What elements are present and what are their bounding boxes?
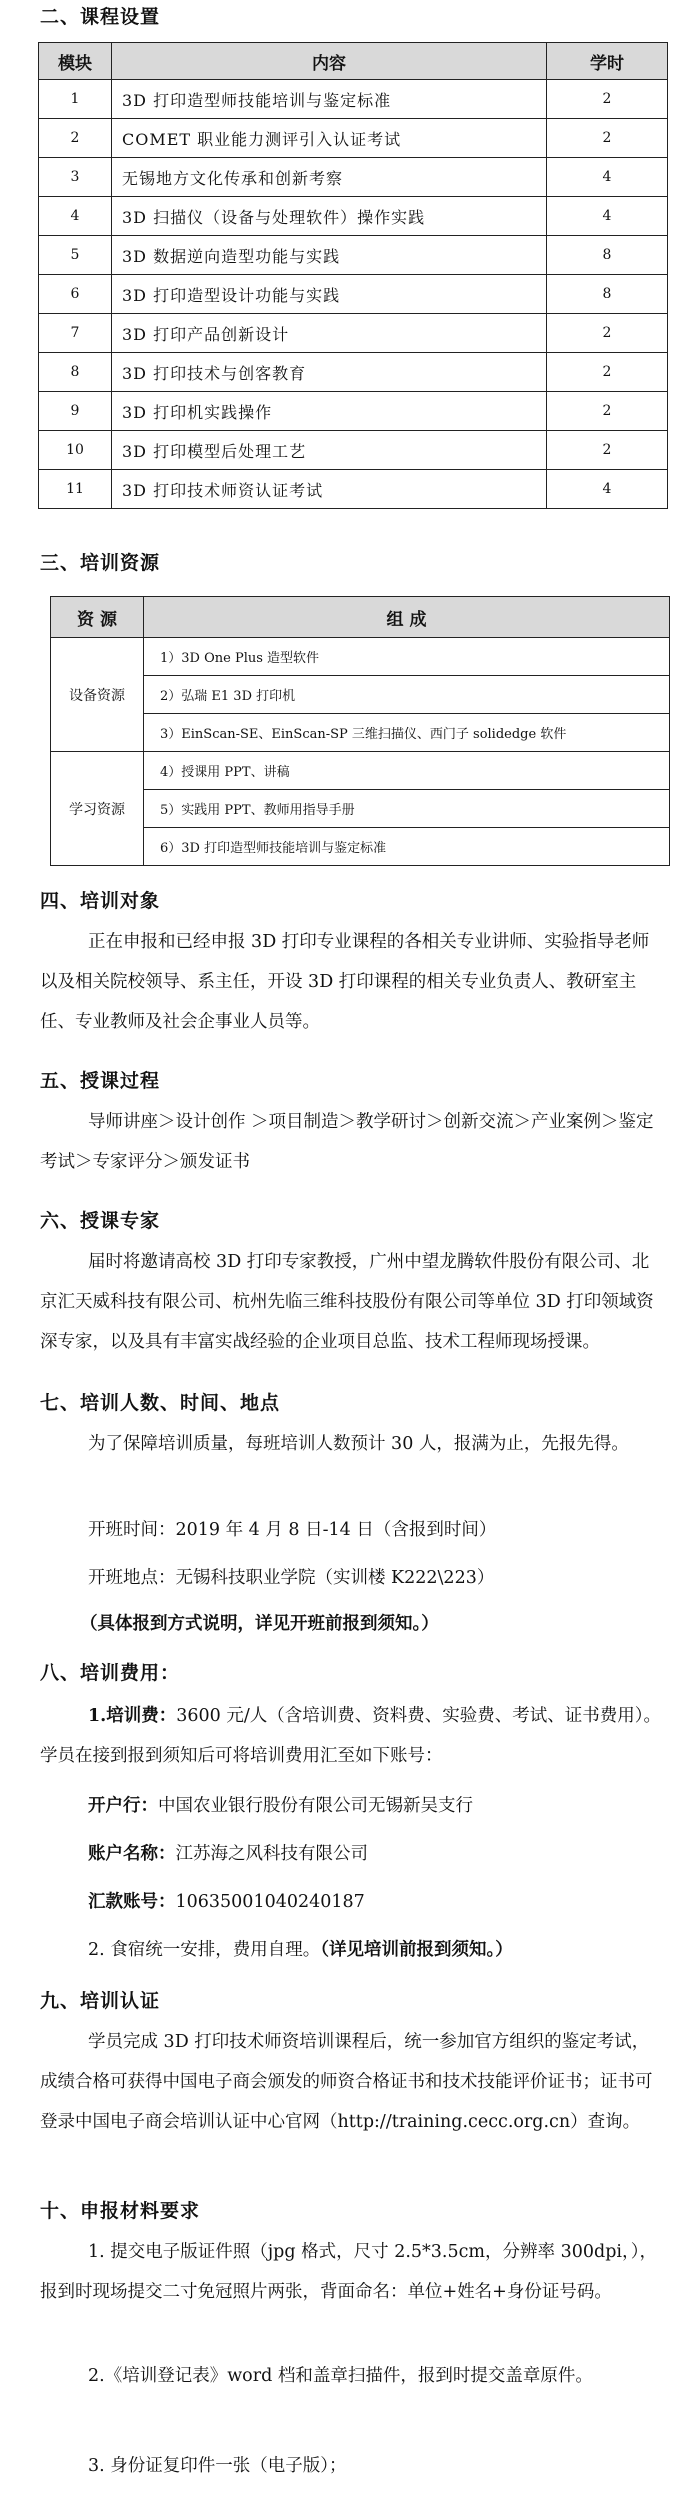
- meals-line: [88, 1936, 513, 1961]
- cell-hours: 2: [547, 392, 668, 431]
- resource-group-items: [144, 638, 670, 752]
- table-row: [51, 638, 670, 752]
- cell-hours: 4: [547, 470, 668, 509]
- quota-paragraph: 为了保障培训质量，每班培训人数预计 30 人，报满为止，先报先得。: [88, 1434, 629, 1454]
- resource-group-name: 设备资源: [51, 638, 144, 752]
- experts-paragraph: 届时将邀请高校 3D 打印专家教授，广州中望龙腾软件股份有限公司、北京汇天威科技有限公司、杭州先临三维科技股份有限公司等单位 3D 打印领域资深专家，以及具有丰富实战经验的企业项目总监、技术工程师现场授课。: [40, 1252, 654, 1352]
- table-row: [39, 353, 668, 392]
- bank-value: 中国农业银行股份有限公司无锡新吴支行: [158, 1796, 473, 1816]
- resource-item: 4）授课用 PPT、讲稿: [144, 752, 669, 790]
- fee-label: 1.培训费：: [88, 1706, 177, 1726]
- table-row: [39, 314, 668, 353]
- cell-module: 10: [39, 431, 112, 470]
- materials-item-3: 3. 身份证复印件一张（电子版）；: [88, 2456, 347, 2476]
- cell-module: 3: [39, 158, 112, 197]
- cell-content: 3D 打印技术与创客教育: [112, 353, 547, 392]
- section-heading-experts: 六、授课专家: [40, 1210, 161, 1232]
- cell-content: 3D 打印模型后处理工艺: [112, 431, 547, 470]
- resource-group-name: 学习资源: [51, 752, 144, 866]
- process-paragraph: 导师讲座＞设计创作 ＞项目制造＞教学研讨＞创新交流＞产业案例＞鉴定考试＞专家评分＞颁发证书: [40, 1112, 654, 1172]
- cell-content: 3D 打印机实践操作: [112, 392, 547, 431]
- cell-module: 1: [39, 80, 112, 119]
- table-row: [39, 431, 668, 470]
- resource-item: 5）实践用 PPT、教师用指导手册: [144, 790, 669, 828]
- header-module: 模块: [39, 43, 112, 80]
- table-row: [39, 158, 668, 197]
- section-heading-courses: 二、课程设置: [40, 6, 161, 28]
- cell-module: 2: [39, 119, 112, 158]
- course-table-body: [39, 80, 668, 509]
- cell-module: 8: [39, 353, 112, 392]
- cell-module: 9: [39, 392, 112, 431]
- cell-module: 6: [39, 275, 112, 314]
- start-time: 开班时间：2019 年 4 月 8 日-14 日（含报到时间）: [88, 1520, 497, 1540]
- resource-table-header: [51, 597, 670, 638]
- cell-content: 3D 数据逆向造型功能与实践: [112, 236, 547, 275]
- resource-item: 6）3D 打印造型师技能培训与鉴定标准: [160, 841, 387, 856]
- cell-content: 3D 扫描仪（设备与处理软件）操作实践: [112, 197, 547, 236]
- cell-content: 3D 打印造型设计功能与实践: [112, 275, 547, 314]
- cell-hours: 2: [547, 431, 668, 470]
- header-hours: 学时: [547, 43, 668, 80]
- table-row: [39, 197, 668, 236]
- header-resource: 资 源: [51, 597, 144, 638]
- fee-paragraph: [40, 1696, 665, 1776]
- cell-module: 5: [39, 236, 112, 275]
- resource-table: [50, 596, 670, 866]
- section-heading-process: 五、授课过程: [40, 1070, 161, 1092]
- table-row: [39, 275, 668, 314]
- resource-item: 3）EinScan-SE、EinScan-SP 三维扫描仪、西门子 solidedge 软件: [160, 727, 567, 742]
- table-row: [39, 119, 668, 158]
- resource-item: 2）弘瑞 E1 3D 打印机: [144, 676, 669, 714]
- account-no-value: 10635001040240187: [175, 1892, 365, 1912]
- meals-note: （详见培训前报到须知。）: [320, 1940, 513, 1960]
- section-heading-resources: 三、培训资源: [40, 552, 161, 574]
- registration-note: （具体报到方式说明，详见开班前报到须知。）: [80, 1614, 439, 1634]
- course-table-header: [39, 43, 668, 80]
- account-name-value: 江苏海之风科技有限公司: [175, 1844, 368, 1864]
- bank-line: [88, 1792, 473, 1817]
- cell-content: 3D 打印产品创新设计: [112, 314, 547, 353]
- course-table: [38, 42, 668, 509]
- table-row: [39, 236, 668, 275]
- fee-text: 3600 元/人（含培训费、资料费、实验费、考试、证书费用）。学员在接到报到须知后可将培训费用汇至如下账号：: [40, 1706, 662, 1766]
- start-place: 开班地点：无锡科技职业学院（实训楼 K222\223）: [88, 1568, 495, 1588]
- cell-hours: 2: [547, 80, 668, 119]
- account-name-line: [88, 1840, 368, 1865]
- section-heading-materials: 十、申报材料要求: [40, 2200, 201, 2222]
- cell-module: 7: [39, 314, 112, 353]
- cell-hours: 4: [547, 197, 668, 236]
- cell-hours: 8: [547, 275, 668, 314]
- table-row: [39, 470, 668, 509]
- section-heading-targets: 四、培训对象: [40, 890, 161, 912]
- certification-paragraph: 学员完成 3D 打印技术师资培训课程后，统一参加官方组织的鉴定考试，成绩合格可获得中国电子商会颁发的师资合格证书和技术技能评价证书；证书可登录中国电子商会培训认证中心官网（http://training.cecc.org.cn）查询。: [40, 2032, 653, 2132]
- table-row: [39, 80, 668, 119]
- cell-hours: 2: [547, 314, 668, 353]
- cell-content: COMET 职业能力测评引入认证考试: [112, 119, 547, 158]
- targets-paragraph: 正在申报和已经申报 3D 打印专业课程的各相关专业讲师、实验指导老师以及相关院校领导、系主任，开设 3D 打印课程的相关专业负责人、教研室主任、专业教师及社会企事业人员等。: [40, 932, 650, 1032]
- cell-hours: 2: [547, 119, 668, 158]
- cell-hours: 8: [547, 236, 668, 275]
- header-composition: 组 成: [144, 597, 670, 638]
- materials-item-2: 2.《培训登记表》word 档和盖章扫描件，报到时提交盖章原件。: [88, 2366, 593, 2386]
- section-heading-fees: 八、培训费用：: [40, 1662, 181, 1684]
- meals-text: 2. 食宿统一安排，费用自理。: [88, 1940, 321, 1960]
- account-no-label: 汇款账号：: [88, 1892, 176, 1912]
- header-content: 内容: [112, 43, 547, 80]
- cell-content: 无锡地方文化传承和创新考察: [112, 158, 547, 197]
- cell-hours: 2: [547, 353, 668, 392]
- table-row: [39, 392, 668, 431]
- account-no-line: [88, 1888, 365, 1913]
- section-heading-schedule: 七、培训人数、时间、地点: [40, 1392, 281, 1414]
- cell-module: 11: [39, 470, 112, 509]
- cell-content: 3D 打印造型师技能培训与鉴定标准: [112, 80, 547, 119]
- cell-content: 3D 打印技术师资认证考试: [112, 470, 547, 509]
- materials-item-1: 1. 提交电子版证件照（jpg 格式，尺寸 2.5*3.5cm，分辨率 300dpi，），报到时现场提交二寸免冠照片两张，背面命名：单位+姓名+身份证号码。: [40, 2242, 657, 2302]
- bank-label: 开户行：: [88, 1796, 158, 1816]
- resource-group-items: [144, 752, 670, 866]
- resource-table-body: [51, 638, 670, 866]
- cell-module: 4: [39, 197, 112, 236]
- cell-hours: 4: [547, 158, 668, 197]
- account-name-label: 账户名称：: [88, 1844, 176, 1864]
- table-row: [51, 752, 670, 866]
- section-heading-certification: 九、培训认证: [40, 1990, 161, 2012]
- resource-item: 1）3D One Plus 造型软件: [144, 638, 669, 676]
